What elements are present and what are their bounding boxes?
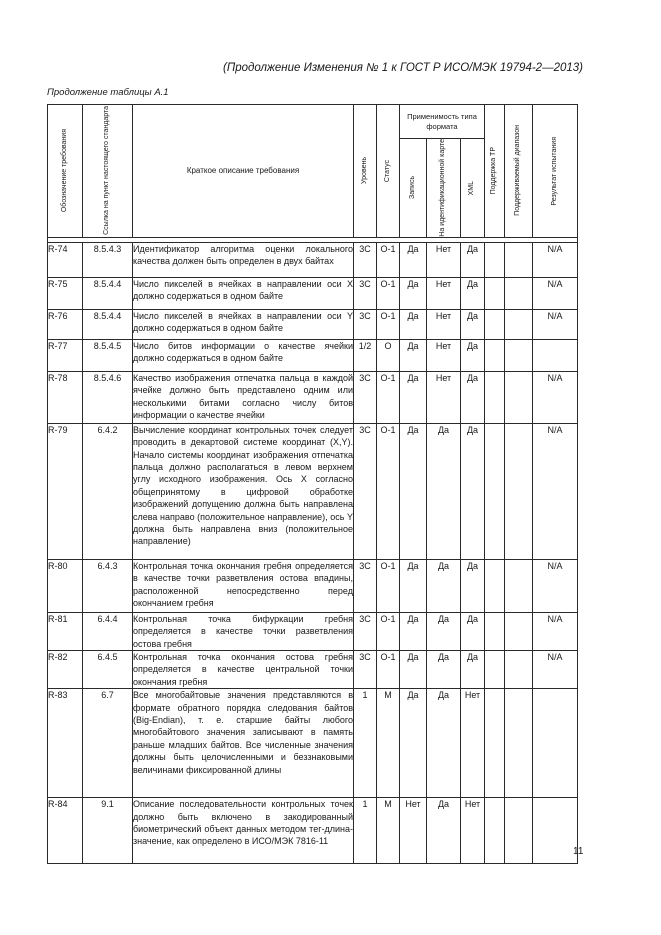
- req-level: 1/2: [354, 339, 377, 371]
- req-result: N/A: [533, 423, 578, 559]
- req-card: Да: [427, 798, 461, 864]
- req-status: О-1: [377, 309, 400, 339]
- req-range: [505, 309, 533, 339]
- req-description: Качество изображения отпечатка пальца в каждой ячейке должно быть представлено одним или несколькими битами согласно числу битов информации о качестве ячейки: [133, 371, 354, 423]
- req-range: [505, 612, 533, 650]
- req-xml: Да: [461, 309, 485, 339]
- req-range: [505, 798, 533, 864]
- table-caption: Продолжение таблицы А.1: [47, 87, 169, 98]
- req-id: R-79: [48, 423, 83, 559]
- header-tp: Поддержка ТР: [485, 105, 505, 238]
- req-level: 1: [354, 689, 377, 798]
- requirements-table: [47, 104, 578, 864]
- req-record: Да: [400, 339, 427, 371]
- req-tp: [485, 650, 505, 688]
- req-status: О-1: [377, 371, 400, 423]
- req-result: N/A: [533, 650, 578, 688]
- req-ref: 8.5.4.4: [83, 277, 133, 309]
- req-range: [505, 277, 533, 309]
- table-row: [48, 689, 578, 798]
- header-range: Поддерживаемый диапазон: [505, 105, 533, 238]
- req-tp: [485, 242, 505, 277]
- req-range: [505, 242, 533, 277]
- req-ref: 8.5.4.4: [83, 309, 133, 339]
- req-level: 3C: [354, 650, 377, 688]
- req-description: Число пикселей в ячейках в направлении оси Y должно содержаться в одном байте: [133, 309, 354, 339]
- req-level: 3C: [354, 371, 377, 423]
- req-card: Нет: [427, 309, 461, 339]
- header-level: Уровень: [354, 105, 377, 238]
- req-card: Да: [427, 650, 461, 688]
- req-xml: Да: [461, 650, 485, 688]
- req-record: Да: [400, 277, 427, 309]
- req-xml: Да: [461, 612, 485, 650]
- req-description: Контрольная точка бифуркации гребня определяется в качестве точки разветвления остова гребня: [133, 613, 353, 649]
- req-description: Все многобайтовые значения представляются в формате обратного порядка следования байтов (Big-Endian), т. е. старшие байты любого многобайтового значения записывают в память раньше младших байтов. Все численные значения должны быть целочисленными и беззнаковыми величинами фиксированной длины: [133, 689, 354, 798]
- req-range: [505, 650, 533, 688]
- req-card: Нет: [427, 277, 461, 309]
- req-result: N/A: [533, 309, 578, 339]
- req-tp: [485, 309, 505, 339]
- req-xml: Да: [461, 423, 485, 559]
- req-result: [533, 689, 578, 798]
- header-description: Краткое описание требования: [133, 105, 354, 238]
- req-xml: Нет: [461, 798, 485, 864]
- header-id: Обозначение требования: [48, 105, 83, 238]
- table-row: [48, 423, 578, 559]
- req-range: [505, 423, 533, 559]
- req-description: Контрольная точка окончания гребня определяется в качестве точки разветвления остова впадины, расположенной непосредственно перед окончанием гребня: [133, 559, 354, 612]
- req-description: Описание последовательности контрольных точек должно быть включено в закодированный биометрический объект данных методом тег-длина-значение, как определено в ИСО/МЭК 7816-11: [133, 798, 354, 864]
- req-result: N/A: [533, 277, 578, 309]
- req-description: Число пикселей в ячейках в направлении оси X должно содержаться в одном байте: [133, 277, 354, 309]
- req-id: R-81: [48, 612, 83, 650]
- req-xml: Да: [461, 339, 485, 371]
- table-row: [48, 277, 578, 309]
- header-record: Запись: [400, 139, 427, 238]
- table-row: [48, 559, 578, 612]
- req-card: Да: [427, 612, 461, 650]
- header-card: На идентификационной карте: [427, 139, 461, 238]
- req-level: 3C: [354, 612, 377, 650]
- req-description: Вычисление координат контрольных точек следует проводить в декартовой системе координат (X,Y). Начало системы координат изображения отпечатка пальца должно располагаться в левом верхнем углу исходного изображения. Ось X согласно общепринятому в цифровой обработке изображений допущению должна быть направлена слева направо (положительное направление), ось Y должна быть направлена вниз (положительное направление): [133, 423, 354, 559]
- req-record: Да: [400, 612, 427, 650]
- req-status: О: [377, 339, 400, 371]
- req-status: О-1: [377, 559, 400, 612]
- req-range: [505, 559, 533, 612]
- req-id: R-80: [48, 559, 83, 612]
- req-record: Да: [400, 650, 427, 688]
- req-result: N/A: [533, 371, 578, 423]
- req-ref: 6.4.3: [83, 559, 133, 612]
- req-id: R-74: [48, 242, 83, 277]
- table-row: [48, 612, 578, 650]
- req-card: Нет: [427, 339, 461, 371]
- req-id: R-77: [48, 339, 83, 371]
- req-xml: Да: [461, 559, 485, 612]
- req-card: Нет: [427, 371, 461, 423]
- req-ref: 8.5.4.3: [83, 242, 133, 277]
- req-xml: Да: [461, 371, 485, 423]
- req-id: R-76: [48, 309, 83, 339]
- table-row: [48, 798, 578, 864]
- table-row: [48, 242, 578, 277]
- req-card: Да: [427, 689, 461, 798]
- req-id: R-82: [48, 650, 83, 688]
- req-xml: Да: [461, 277, 485, 309]
- req-record: Да: [400, 423, 427, 559]
- req-description: Идентификатор алгоритма оценки локального качества должен быть определен в двух байтах: [133, 242, 354, 277]
- header-result: Результат испытания: [533, 105, 578, 238]
- req-range: [505, 689, 533, 798]
- req-range: [505, 371, 533, 423]
- req-tp: [485, 277, 505, 309]
- req-tp: [485, 798, 505, 864]
- req-ref: 9.1: [83, 798, 133, 864]
- req-card: Да: [427, 423, 461, 559]
- req-tp: [485, 689, 505, 798]
- req-level: 3C: [354, 242, 377, 277]
- req-result: [533, 339, 578, 371]
- req-ref: 6.4.5: [83, 650, 133, 688]
- req-result: N/A: [533, 242, 578, 277]
- req-status: М: [377, 689, 400, 798]
- req-level: 3C: [354, 423, 377, 559]
- req-level: 3C: [354, 559, 377, 612]
- req-record: Да: [400, 309, 427, 339]
- req-id: R-84: [48, 798, 83, 864]
- req-status: О-1: [377, 650, 400, 688]
- page-number: 11: [573, 846, 584, 857]
- req-result: [533, 798, 578, 864]
- req-record: Да: [400, 689, 427, 798]
- req-xml: Да: [461, 242, 485, 277]
- req-ref: 8.5.4.5: [83, 339, 133, 371]
- req-ref: 8.5.4.6: [83, 371, 133, 423]
- req-tp: [485, 612, 505, 650]
- req-tp: [485, 559, 505, 612]
- req-description: Контрольная точка окончания остова гребня определяется в качестве центральной точки окончания гребня: [133, 651, 353, 687]
- req-status: О-1: [377, 423, 400, 559]
- req-ref: 6.7: [83, 689, 133, 798]
- req-result: N/A: [533, 559, 578, 612]
- req-level: 3C: [354, 277, 377, 309]
- header-status: Статус: [377, 105, 400, 238]
- req-tp: [485, 339, 505, 371]
- req-card: Нет: [427, 242, 461, 277]
- req-ref: 6.4.2: [83, 423, 133, 559]
- req-record: Да: [400, 371, 427, 423]
- header-applicability: Применимость типа формата: [400, 105, 485, 139]
- req-status: О-1: [377, 277, 400, 309]
- req-description: Число битов информации о качестве ячейки должно содержаться в одном байте: [133, 339, 354, 371]
- page-header: (Продолжение Изменения № 1 к ГОСТ Р ИСО/МЭК 19794-2—2013): [223, 62, 583, 74]
- table-row: [48, 650, 578, 688]
- req-range: [505, 339, 533, 371]
- req-id: R-75: [48, 277, 83, 309]
- req-status: О-1: [377, 242, 400, 277]
- header-xml: XML: [461, 139, 485, 238]
- req-status: М: [377, 798, 400, 864]
- req-xml: Нет: [461, 689, 485, 798]
- req-status: О-1: [377, 612, 400, 650]
- req-level: 3C: [354, 309, 377, 339]
- req-card: Да: [427, 559, 461, 612]
- req-level: 1: [354, 798, 377, 864]
- req-record: Да: [400, 242, 427, 277]
- req-id: R-78: [48, 371, 83, 423]
- table-row: [48, 309, 578, 339]
- req-tp: [485, 423, 505, 559]
- req-result: N/A: [533, 612, 578, 650]
- req-id: R-83: [48, 689, 83, 798]
- req-tp: [485, 371, 505, 423]
- table-row: [48, 339, 578, 371]
- req-ref: 6.4.4: [83, 612, 133, 650]
- header-ref: Ссылка на пункт настоящего стандарта: [83, 105, 133, 238]
- table-row: [48, 371, 578, 423]
- req-record: Нет: [400, 798, 427, 864]
- req-record: Да: [400, 559, 427, 612]
